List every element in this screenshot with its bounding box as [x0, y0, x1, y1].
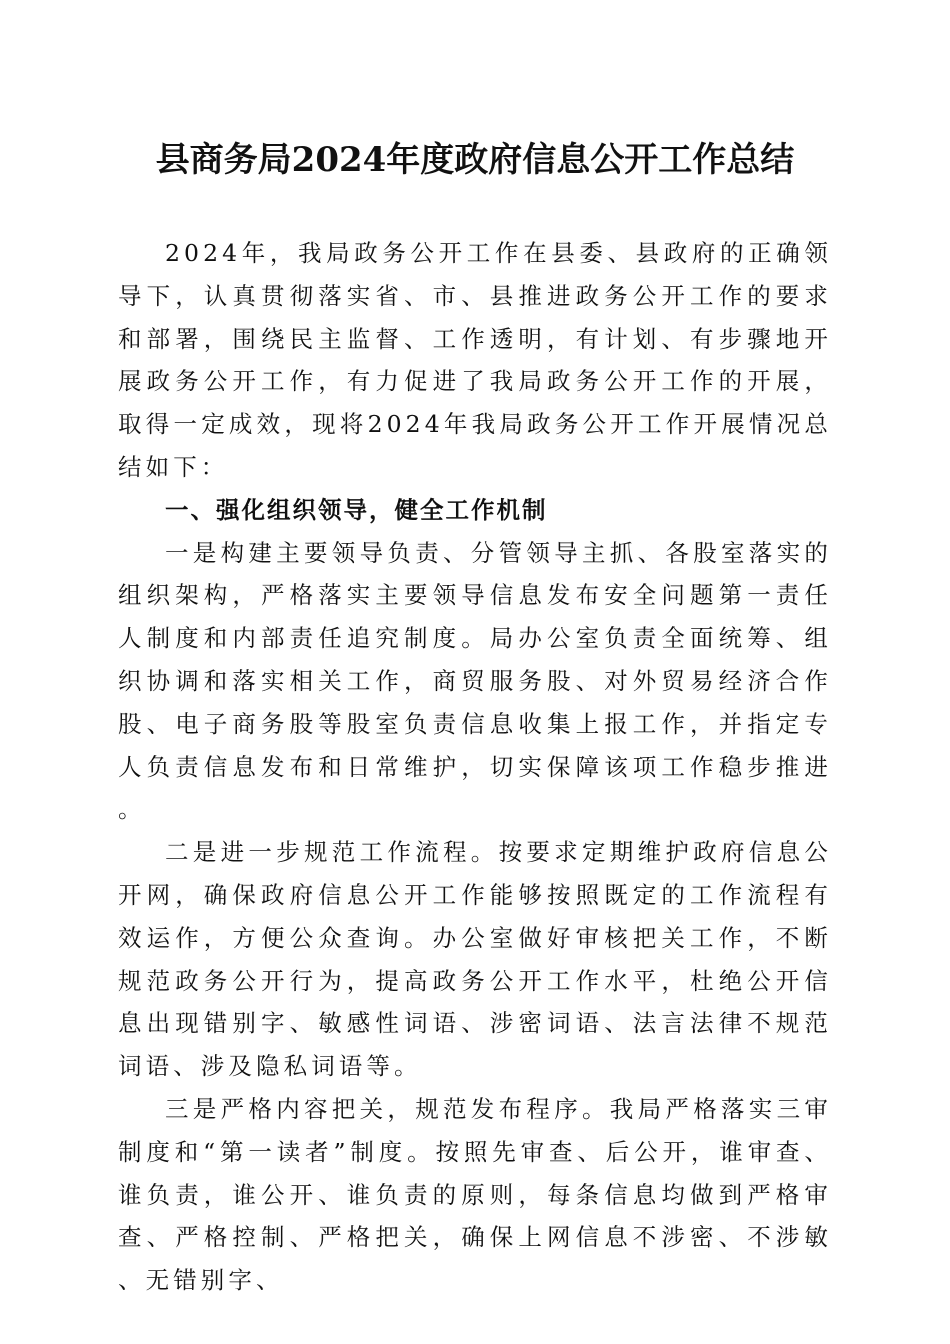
- document-body: [118, 232, 832, 1302]
- document-title: 县商务局2024年度政府信息公开工作总结: [155, 140, 795, 180]
- body-paragraph-2: 二是进一步规范工作流程。按要求定期维护政府信息公开网，确保政府信息公开工作能够按照既定的工作流程有效运作，方便公众查询。办公室做好审核把关工作，不断规范政务公开行为，提高政务公开工作水平，杜绝公开信息出现错别字、敏感性词语、涉密词语、法言法律不规范词语、涉及隐私词语等。: [118, 838, 832, 1081]
- intro-paragraph: 2024年，我局政务公开工作在县委、县政府的正确领导下，认真贯彻落实省、市、县推进政务公开工作的要求和部署，围绕民主监督、工作透明，有计划、有步骤地开展政务公开工作，有力促进了我局政务公开工作的开展，取得一定成效，现将2024年我局政务公开工作开展情况总结如下：: [118, 239, 832, 481]
- body-paragraph-3: 三是严格内容把关，规范发布程序。我局严格落实三审制度和“第一读者”制度。按照先审查、后公开，谁审查、谁负责，谁公开、谁负责的原则，每条信息均做到严格审查、严格控制、严格把关，确保上网信息不涉密、不涉敏、无错别字、: [118, 1094, 832, 1295]
- body-paragraph-1: 一是构建主要领导负责、分管领导主抓、各股室落实的组织架构，严格落实主要领导信息发布安全问题第一责任人制度和内部责任追究制度。局办公室负责全面统筹、组织协调和落实相关工作，商贸服务股、对外贸易经济合作股、电子商务股等股室负责信息收集上报工作，并指定专人负责信息发布和日常维护，切实保障该项工作稳步推进。: [118, 538, 832, 824]
- section-heading: 一、强化组织领导，健全工作机制: [165, 495, 548, 524]
